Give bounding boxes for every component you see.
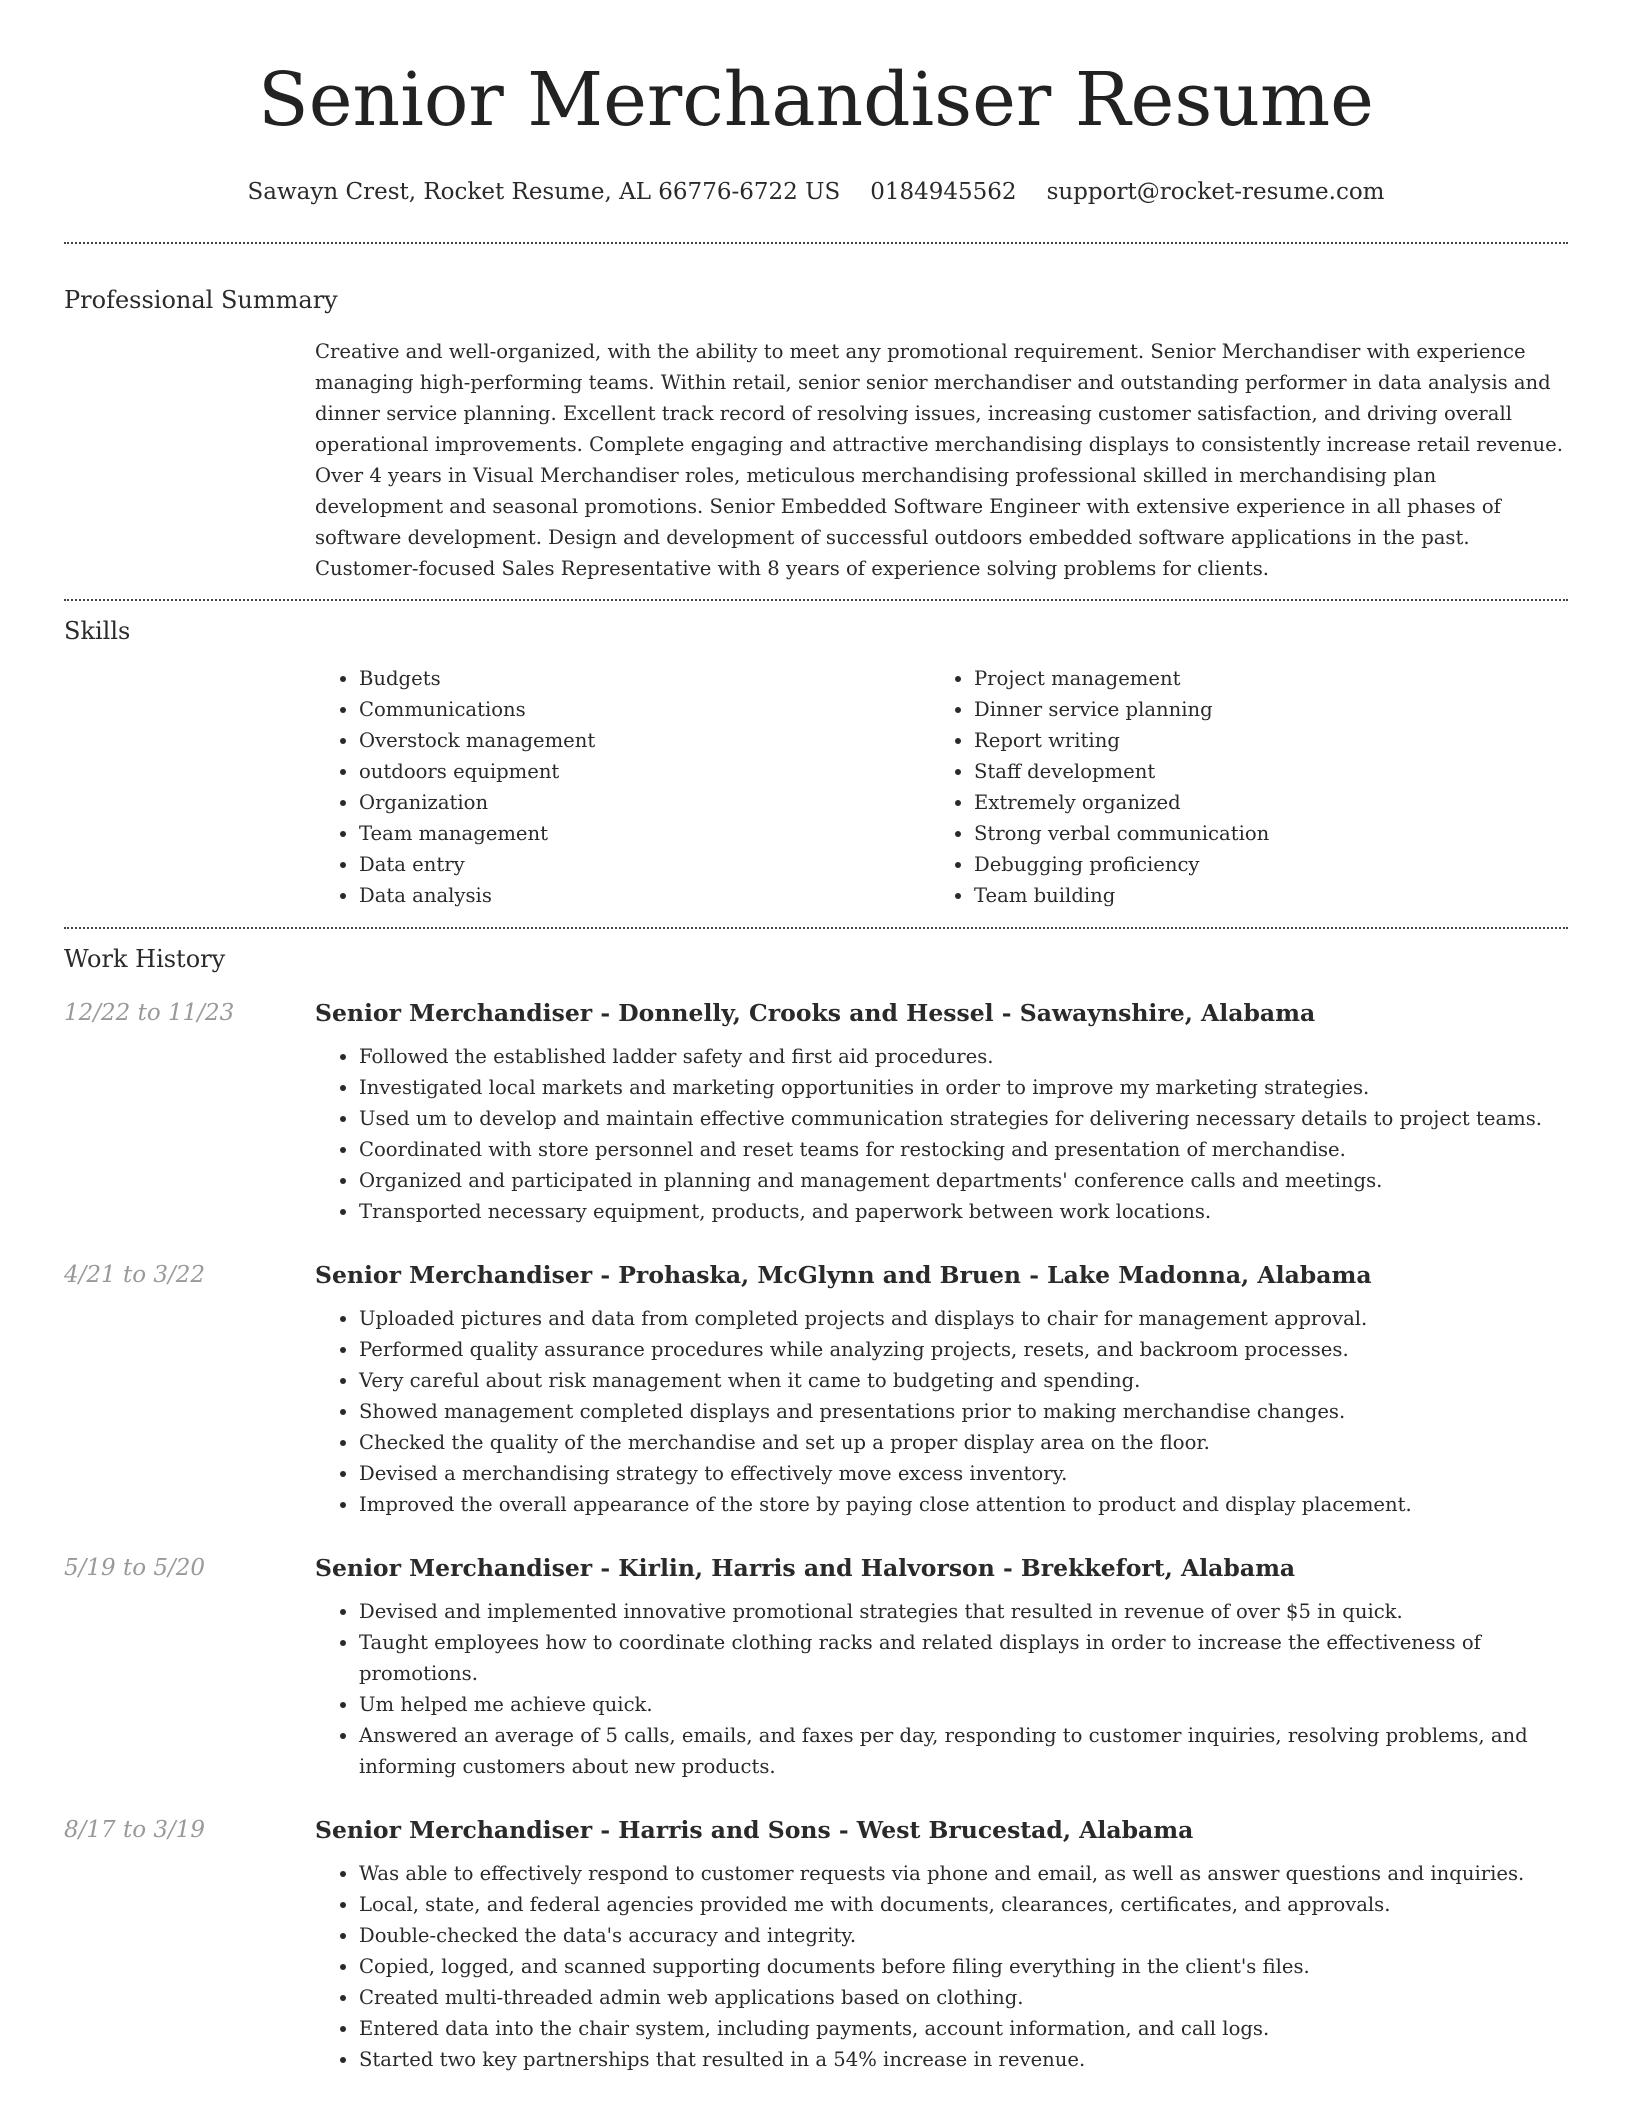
job-body	[315, 1814, 1568, 2075]
summary-heading: Professional Summary	[64, 286, 338, 314]
job-bullet: • Copied, logged, and scanned supporting documents before filing everything in the client's files.	[359, 1951, 1568, 1982]
job-bullet: • Transported necessary equipment, products, and paperwork between work locations.	[359, 1196, 1568, 1227]
job-bullet: • Uploaded pictures and data from completed projects and displays to chair for management approval.	[359, 1303, 1568, 1334]
job-bullet: • Devised and implemented innovative promotional strategies that resulted in revenue of over $5 in quick.	[359, 1596, 1568, 1627]
job-body	[315, 1552, 1568, 1782]
skill-item: • Overstock management	[359, 725, 930, 756]
job-bullet: • Devised a merchandising strategy to effectively move excess inventory.	[359, 1458, 1568, 1489]
job-dates: 12/22 to 11/23	[64, 1000, 235, 1026]
job-body	[315, 1259, 1568, 1520]
job-bullet: • Investigated local markets and marketing opportunities in order to improve my marketing strategies.	[359, 1072, 1568, 1103]
resume-title: Senior Merchandiser Resume	[258, 57, 1374, 143]
job-bullet: • Entered data into the chair system, including payments, account information, and call logs.	[359, 2013, 1568, 2044]
job-dates: 5/19 to 5/20	[64, 1555, 206, 1581]
section-divider	[64, 927, 1568, 929]
job-entry	[64, 997, 1568, 1227]
job-bullet: • Performed quality assurance procedures while analyzing projects, resets, and backroom processes.	[359, 1334, 1568, 1365]
job-bullet: • Double-checked the data's accuracy and integrity.	[359, 1920, 1568, 1951]
skill-item: • Budgets	[359, 663, 930, 694]
job-bullet: • Very careful about risk management when it came to budgeting and spending.	[359, 1365, 1568, 1396]
section-divider	[64, 599, 1568, 601]
skill-item: • Team building	[974, 880, 1545, 911]
job-bullet: • Organized and participated in planning and management departments' conference calls and meetings.	[359, 1165, 1568, 1196]
skill-item: • Debugging proficiency	[974, 849, 1545, 880]
resume-page	[64, 0, 1568, 2075]
skills-column-left	[315, 663, 930, 911]
job-bullet: • Started two key partnerships that resulted in a 54% increase in revenue.	[359, 2044, 1568, 2075]
skill-item: • Organization	[359, 787, 930, 818]
job-title: Senior Merchandiser - Harris and Sons - West Brucestad, Alabama	[315, 1816, 1194, 1844]
job-title: Senior Merchandiser - Kirlin, Harris and Halvorson - Brekkefort, Alabama	[315, 1554, 1296, 1582]
contact-address: Sawayn Crest, Rocket Resume, AL 66776-6722 US	[247, 179, 841, 205]
job-bullet: • Used um to develop and maintain effective communication strategies for delivering necessary details to project teams.	[359, 1103, 1568, 1134]
skills-column-right	[930, 663, 1545, 911]
job-bullet: • Was able to effectively respond to customer requests via phone and email, as well as answer questions and inquiries.	[359, 1858, 1568, 1889]
skill-item: • Extremely organized	[974, 787, 1545, 818]
skill-item: • Project management	[974, 663, 1545, 694]
job-bullet: • Answered an average of 5 calls, emails, and faxes per day, responding to customer inquiries, resolving problems, and informing customers about new products.	[359, 1720, 1568, 1782]
job-title: Senior Merchandiser - Donnelly, Crooks and Hessel - Sawaynshire, Alabama	[315, 999, 1316, 1027]
skill-item: • Data analysis	[359, 880, 930, 911]
job-bullet: • Followed the established ladder safety and first aid procedures.	[359, 1041, 1568, 1072]
job-bullet: • Local, state, and federal agencies provided me with documents, clearances, certificates, and approvals.	[359, 1889, 1568, 1920]
contact-line	[64, 176, 1568, 208]
work-history-heading: Work History	[64, 945, 226, 973]
section-divider	[64, 242, 1568, 244]
job-dates: 4/21 to 3/22	[64, 1262, 206, 1288]
job-entry	[64, 1259, 1568, 1520]
contact-email: support@rocket-resume.com	[1046, 179, 1385, 205]
skill-item: • Team management	[359, 818, 930, 849]
skill-item: • Staff development	[974, 756, 1545, 787]
skill-item: • Dinner service planning	[974, 694, 1545, 725]
job-bullet: • Checked the quality of the merchandise and set up a proper display area on the floor.	[359, 1427, 1568, 1458]
job-bullet: • Created multi-threaded admin web applications based on clothing.	[359, 1982, 1568, 2013]
job-bullet: • Improved the overall appearance of the store by paying close attention to product and display placement.	[359, 1489, 1568, 1520]
job-entry	[64, 1552, 1568, 1782]
job-entry	[64, 1814, 1568, 2075]
skill-item: • Strong verbal communication	[974, 818, 1545, 849]
job-body	[315, 997, 1568, 1227]
job-bullet: • Coordinated with store personnel and reset teams for restocking and presentation of merchandise.	[359, 1134, 1568, 1165]
skill-item: • Data entry	[359, 849, 930, 880]
skill-item: • Report writing	[974, 725, 1545, 756]
job-bullet: • Um helped me achieve quick.	[359, 1689, 1568, 1720]
summary-body	[315, 336, 1568, 584]
skill-item: • outdoors equipment	[359, 756, 930, 787]
skills-list	[315, 663, 1568, 911]
job-dates: 8/17 to 3/19	[64, 1817, 206, 1843]
contact-phone: 0184945562	[870, 179, 1017, 205]
summary-text: Creative and well-organized, with the ability to meet any promotional requirement. Senior Merchandiser with experience managing high-performing teams. Within retail, senior senior merchandiser and outstanding performer in data analysis and dinner service planning. Excellent track record of resolving issues, increasing customer satisfaction, and driving overall operational improvements. Complete engaging and attractive merchandising displays to consistently increase retail revenue. Over 4 years in Visual Merchandiser roles, meticulous merchandising professional skilled in merchandising plan development and seasonal promotions. Senior Embedded Software Engineer with extensive experience in all phases of software development. Design and development of successful outdoors embedded software applications in the past. Customer-focused Sales Representative with 8 years of experience solving problems for clients.	[315, 340, 1563, 580]
job-title: Senior Merchandiser - Prohaska, McGlynn and Bruen - Lake Madonna, Alabama	[315, 1261, 1372, 1289]
skill-item: • Communications	[359, 694, 930, 725]
job-bullet: • Taught employees how to coordinate clothing racks and related displays in order to increase the effectiveness of promotions.	[359, 1627, 1568, 1689]
job-bullet: • Showed management completed displays and presentations prior to making merchandise changes.	[359, 1396, 1568, 1427]
skills-heading: Skills	[64, 617, 131, 645]
